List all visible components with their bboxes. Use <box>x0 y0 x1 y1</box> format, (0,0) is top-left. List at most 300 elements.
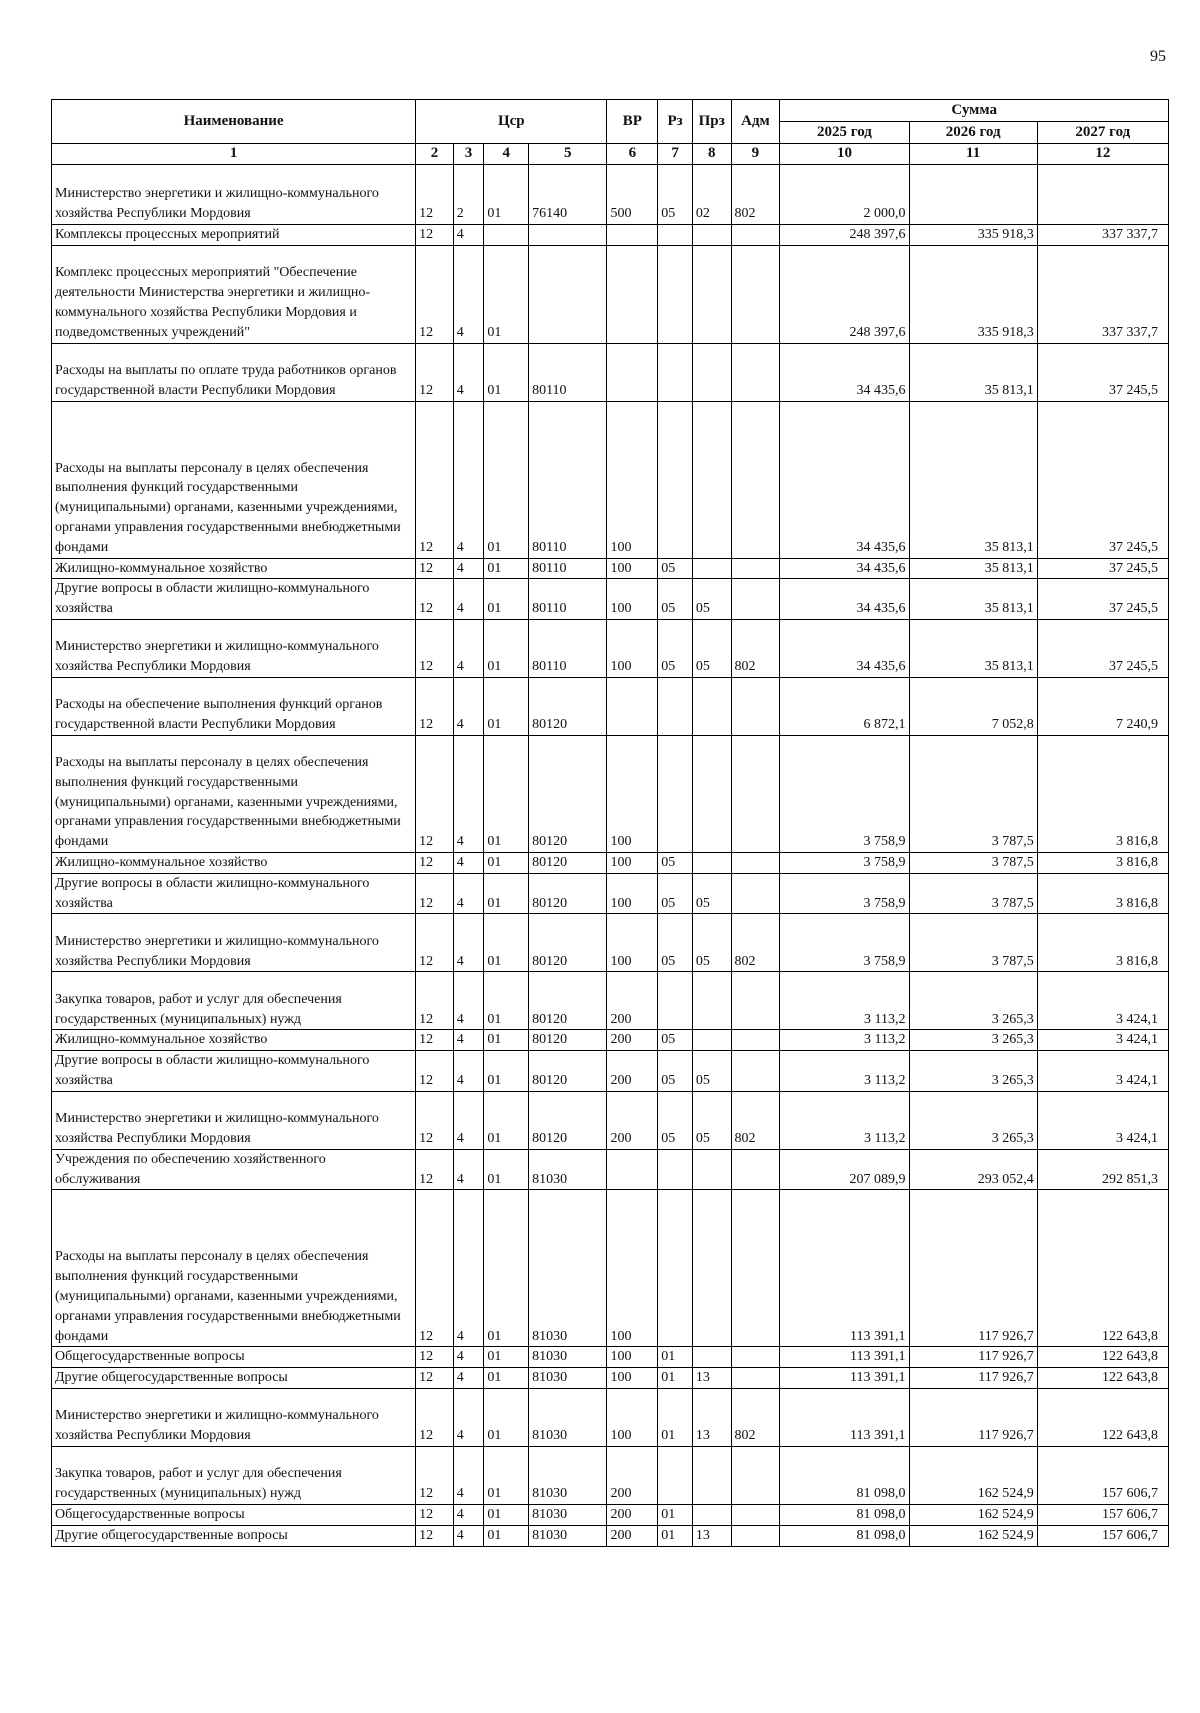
rz-code <box>658 1149 693 1190</box>
prz-code <box>692 1347 731 1368</box>
amount-2025: 3 758,9 <box>780 852 909 873</box>
table-row <box>52 343 1169 401</box>
amount-2025: 113 391,1 <box>780 1388 909 1446</box>
csr-complex: 01 <box>484 343 529 401</box>
adm-code <box>731 579 780 620</box>
csr-program: 12 <box>416 619 454 677</box>
csr-program: 12 <box>416 1030 454 1051</box>
amount-2027: 37 245,5 <box>1037 579 1168 620</box>
csr-program: 12 <box>416 164 454 224</box>
csr-complex: 01 <box>484 873 529 914</box>
csr-program: 12 <box>416 1149 454 1190</box>
table-row <box>52 164 1169 224</box>
rz-code: 01 <box>658 1525 693 1546</box>
amount-2027: 3 424,1 <box>1037 972 1168 1030</box>
prz-code: 02 <box>692 164 731 224</box>
csr-type: 4 <box>453 224 484 245</box>
header-rz: Рз <box>658 100 693 144</box>
csr-program: 12 <box>416 873 454 914</box>
csr-complex: 01 <box>484 1190 529 1347</box>
amount-2025: 34 435,6 <box>780 619 909 677</box>
rz-code: 05 <box>658 852 693 873</box>
column-number: 3 <box>453 144 484 165</box>
vr-code: 200 <box>607 1446 658 1504</box>
adm-code <box>731 1149 780 1190</box>
adm-code <box>731 1446 780 1504</box>
csr-type: 4 <box>453 1190 484 1347</box>
row-name: Другие вопросы в области жилищно-коммунального хозяйства <box>52 873 416 914</box>
csr-type: 4 <box>453 343 484 401</box>
prz-code <box>692 1149 731 1190</box>
csr-type: 4 <box>453 619 484 677</box>
header-adm: Адм <box>731 100 780 144</box>
amount-2026: 35 813,1 <box>909 401 1037 558</box>
vr-code: 200 <box>607 1030 658 1051</box>
csr-complex: 01 <box>484 1525 529 1546</box>
vr-code: 200 <box>607 1091 658 1149</box>
csr-type: 4 <box>453 1030 484 1051</box>
prz-code: 05 <box>692 619 731 677</box>
header-year-2026: 2026 год <box>909 122 1037 144</box>
rz-code <box>658 735 693 852</box>
csr-program: 12 <box>416 1504 454 1525</box>
csr-complex: 01 <box>484 1149 529 1190</box>
adm-code <box>731 1525 780 1546</box>
table-row <box>52 735 1169 852</box>
adm-code <box>731 401 780 558</box>
amount-2027: 122 643,8 <box>1037 1190 1168 1347</box>
csr-program: 12 <box>416 852 454 873</box>
csr-direction: 80120 <box>529 873 607 914</box>
prz-code: 05 <box>692 873 731 914</box>
csr-direction: 80120 <box>529 1091 607 1149</box>
csr-complex: 01 <box>484 677 529 735</box>
csr-type: 4 <box>453 873 484 914</box>
prz-code: 13 <box>692 1368 731 1389</box>
csr-complex: 01 <box>484 852 529 873</box>
adm-code <box>731 852 780 873</box>
prz-code <box>692 558 731 579</box>
table-header <box>52 100 1169 165</box>
amount-2025: 34 435,6 <box>780 401 909 558</box>
csr-type: 4 <box>453 1446 484 1504</box>
csr-direction: 81030 <box>529 1504 607 1525</box>
rz-code <box>658 245 693 343</box>
rz-code <box>658 677 693 735</box>
amount-2025: 81 098,0 <box>780 1525 909 1546</box>
vr-code: 100 <box>607 1347 658 1368</box>
amount-2025: 34 435,6 <box>780 558 909 579</box>
prz-code: 05 <box>692 914 731 972</box>
row-name: Другие вопросы в области жилищно-коммунального хозяйства <box>52 579 416 620</box>
row-name: Расходы на обеспечение выполнения функций органов государственной власти Республики Мордовия <box>52 677 416 735</box>
vr-code: 200 <box>607 1051 658 1092</box>
csr-type: 4 <box>453 1504 484 1525</box>
row-name: Министерство энергетики и жилищно-коммунального хозяйства Республики Мордовия <box>52 914 416 972</box>
rz-code <box>658 1446 693 1504</box>
csr-direction: 80110 <box>529 619 607 677</box>
table-row <box>52 852 1169 873</box>
amount-2026: 3 265,3 <box>909 1030 1037 1051</box>
rz-code: 05 <box>658 1030 693 1051</box>
amount-2027: 157 606,7 <box>1037 1525 1168 1546</box>
rz-code <box>658 401 693 558</box>
table-row <box>52 972 1169 1030</box>
row-name: Закупка товаров, работ и услуг для обеспечения государственных (муниципальных) нужд <box>52 1446 416 1504</box>
prz-code: 13 <box>692 1388 731 1446</box>
header-year-2025: 2025 год <box>780 122 909 144</box>
amount-2026: 162 524,9 <box>909 1525 1037 1546</box>
csr-direction: 76140 <box>529 164 607 224</box>
amount-2026: 3 787,5 <box>909 914 1037 972</box>
column-number: 10 <box>780 144 909 165</box>
row-name: Жилищно-коммунальное хозяйство <box>52 558 416 579</box>
prz-code <box>692 401 731 558</box>
amount-2025: 3 758,9 <box>780 735 909 852</box>
prz-code: 05 <box>692 1091 731 1149</box>
row-name: Министерство энергетики и жилищно-коммунального хозяйства Республики Мордовия <box>52 1091 416 1149</box>
vr-code: 100 <box>607 1190 658 1347</box>
amount-2025: 81 098,0 <box>780 1446 909 1504</box>
header-year-2027: 2027 год <box>1037 122 1168 144</box>
adm-code: 802 <box>731 1091 780 1149</box>
amount-2025: 3 113,2 <box>780 972 909 1030</box>
csr-complex: 01 <box>484 164 529 224</box>
csr-complex: 01 <box>484 1368 529 1389</box>
amount-2027: 337 337,7 <box>1037 245 1168 343</box>
table-row <box>52 677 1169 735</box>
row-name: Министерство энергетики и жилищно-коммунального хозяйства Республики Мордовия <box>52 1388 416 1446</box>
prz-code <box>692 224 731 245</box>
prz-code <box>692 343 731 401</box>
amount-2026: 293 052,4 <box>909 1149 1037 1190</box>
amount-2027: 122 643,8 <box>1037 1388 1168 1446</box>
csr-complex: 01 <box>484 401 529 558</box>
csr-program: 12 <box>416 1525 454 1546</box>
csr-complex: 01 <box>484 1388 529 1446</box>
table-row <box>52 1149 1169 1190</box>
csr-program: 12 <box>416 401 454 558</box>
vr-code: 100 <box>607 619 658 677</box>
rz-code: 01 <box>658 1347 693 1368</box>
csr-complex: 01 <box>484 1051 529 1092</box>
amount-2027: 3 816,8 <box>1037 852 1168 873</box>
csr-program: 12 <box>416 914 454 972</box>
adm-code: 802 <box>731 619 780 677</box>
column-number: 4 <box>484 144 529 165</box>
prz-code: 13 <box>692 1525 731 1546</box>
table-row <box>52 1051 1169 1092</box>
rz-code: 01 <box>658 1504 693 1525</box>
row-name: Учреждения по обеспечению хозяйственного обслуживания <box>52 1149 416 1190</box>
csr-direction: 80120 <box>529 735 607 852</box>
adm-code <box>731 1504 780 1525</box>
prz-code <box>692 1446 731 1504</box>
csr-direction: 80110 <box>529 343 607 401</box>
table-row <box>52 1446 1169 1504</box>
amount-2026: 35 813,1 <box>909 619 1037 677</box>
csr-complex: 01 <box>484 245 529 343</box>
table-row <box>52 1368 1169 1389</box>
rz-code: 05 <box>658 579 693 620</box>
header-vr: ВР <box>607 100 658 144</box>
csr-program: 12 <box>416 1368 454 1389</box>
vr-code: 100 <box>607 914 658 972</box>
csr-complex: 01 <box>484 735 529 852</box>
amount-2025: 3 758,9 <box>780 914 909 972</box>
amount-2027: 122 643,8 <box>1037 1347 1168 1368</box>
adm-code <box>731 1030 780 1051</box>
vr-code <box>607 245 658 343</box>
csr-type: 4 <box>453 1051 484 1092</box>
csr-program: 12 <box>416 735 454 852</box>
rz-code: 05 <box>658 619 693 677</box>
vr-code <box>607 343 658 401</box>
vr-code: 100 <box>607 852 658 873</box>
csr-direction: 80110 <box>529 579 607 620</box>
vr-code: 100 <box>607 873 658 914</box>
amount-2026: 162 524,9 <box>909 1446 1037 1504</box>
csr-program: 12 <box>416 1051 454 1092</box>
amount-2025: 248 397,6 <box>780 245 909 343</box>
prz-code <box>692 1030 731 1051</box>
adm-code <box>731 245 780 343</box>
vr-code: 100 <box>607 401 658 558</box>
amount-2026: 35 813,1 <box>909 558 1037 579</box>
csr-complex: 01 <box>484 1446 529 1504</box>
amount-2026: 3 265,3 <box>909 1051 1037 1092</box>
csr-type: 4 <box>453 245 484 343</box>
csr-program: 12 <box>416 343 454 401</box>
csr-direction: 81030 <box>529 1347 607 1368</box>
csr-direction: 80110 <box>529 558 607 579</box>
csr-complex <box>484 224 529 245</box>
rz-code <box>658 343 693 401</box>
table-row <box>52 245 1169 343</box>
amount-2027: 3 816,8 <box>1037 735 1168 852</box>
csr-direction: 81030 <box>529 1446 607 1504</box>
csr-direction: 80120 <box>529 677 607 735</box>
amount-2026: 7 052,8 <box>909 677 1037 735</box>
vr-code: 200 <box>607 972 658 1030</box>
amount-2027 <box>1037 164 1168 224</box>
amount-2026: 117 926,7 <box>909 1368 1037 1389</box>
column-number: 6 <box>607 144 658 165</box>
table-row <box>52 401 1169 558</box>
amount-2025: 6 872,1 <box>780 677 909 735</box>
prz-code: 05 <box>692 579 731 620</box>
adm-code: 802 <box>731 164 780 224</box>
csr-direction: 81030 <box>529 1368 607 1389</box>
amount-2027: 3 816,8 <box>1037 914 1168 972</box>
prz-code <box>692 1190 731 1347</box>
csr-direction: 80120 <box>529 972 607 1030</box>
csr-complex: 01 <box>484 619 529 677</box>
csr-complex: 01 <box>484 972 529 1030</box>
rz-code <box>658 1190 693 1347</box>
csr-program: 12 <box>416 1347 454 1368</box>
amount-2027: 3 424,1 <box>1037 1030 1168 1051</box>
table-row <box>52 873 1169 914</box>
row-name: Другие вопросы в области жилищно-коммунального хозяйства <box>52 1051 416 1092</box>
csr-type: 4 <box>453 735 484 852</box>
csr-type: 4 <box>453 677 484 735</box>
csr-complex: 01 <box>484 1347 529 1368</box>
prz-code <box>692 1504 731 1525</box>
amount-2025: 113 391,1 <box>780 1368 909 1389</box>
row-name: Закупка товаров, работ и услуг для обеспечения государственных (муниципальных) нужд <box>52 972 416 1030</box>
amount-2026: 3 787,5 <box>909 852 1037 873</box>
row-name: Общегосударственные вопросы <box>52 1504 416 1525</box>
rz-code: 05 <box>658 1091 693 1149</box>
rz-code: 01 <box>658 1368 693 1389</box>
csr-complex: 01 <box>484 1091 529 1149</box>
amount-2027: 292 851,3 <box>1037 1149 1168 1190</box>
csr-type: 4 <box>453 579 484 620</box>
amount-2026: 35 813,1 <box>909 343 1037 401</box>
amount-2026: 117 926,7 <box>909 1388 1037 1446</box>
row-name: Комплексы процессных мероприятий <box>52 224 416 245</box>
amount-2025: 3 113,2 <box>780 1051 909 1092</box>
column-number: 9 <box>731 144 780 165</box>
vr-code: 200 <box>607 1525 658 1546</box>
csr-complex: 01 <box>484 579 529 620</box>
header-prz: Прз <box>692 100 731 144</box>
csr-type: 4 <box>453 1347 484 1368</box>
csr-direction <box>529 245 607 343</box>
vr-code <box>607 224 658 245</box>
header-csr: Цср <box>416 100 607 144</box>
column-number: 12 <box>1037 144 1168 165</box>
adm-code <box>731 1190 780 1347</box>
page-number: 95 <box>1150 48 1166 65</box>
rz-code <box>658 972 693 1030</box>
vr-code: 100 <box>607 579 658 620</box>
table-row <box>52 1347 1169 1368</box>
row-name: Комплекс процессных мероприятий "Обеспечение деятельности Министерства энергетики и жилищно-коммунального хозяйства Республики Мордовия и подведомственных учреждений" <box>52 245 416 343</box>
csr-type: 2 <box>453 164 484 224</box>
csr-type: 4 <box>453 1091 484 1149</box>
table-row <box>52 579 1169 620</box>
vr-code: 100 <box>607 735 658 852</box>
adm-code: 802 <box>731 914 780 972</box>
amount-2026: 3 265,3 <box>909 1091 1037 1149</box>
table-row <box>52 558 1169 579</box>
rz-code: 05 <box>658 558 693 579</box>
table-row <box>52 224 1169 245</box>
csr-program: 12 <box>416 1446 454 1504</box>
amount-2025: 113 391,1 <box>780 1347 909 1368</box>
csr-direction: 81030 <box>529 1388 607 1446</box>
csr-complex: 01 <box>484 1030 529 1051</box>
amount-2025: 248 397,6 <box>780 224 909 245</box>
table-row <box>52 1030 1169 1051</box>
adm-code <box>731 677 780 735</box>
csr-program: 12 <box>416 558 454 579</box>
csr-type: 4 <box>453 401 484 558</box>
csr-type: 4 <box>453 852 484 873</box>
amount-2025: 2 000,0 <box>780 164 909 224</box>
budget-table <box>51 99 1169 1547</box>
table-row <box>52 1504 1169 1525</box>
column-number-row <box>52 144 1169 165</box>
adm-code <box>731 224 780 245</box>
amount-2026: 117 926,7 <box>909 1190 1037 1347</box>
amount-2025: 34 435,6 <box>780 579 909 620</box>
amount-2027: 7 240,9 <box>1037 677 1168 735</box>
csr-program: 12 <box>416 677 454 735</box>
amount-2026: 3 265,3 <box>909 972 1037 1030</box>
row-name: Расходы на выплаты по оплате труда работников органов государственной власти Республики Мордовия <box>52 343 416 401</box>
vr-code <box>607 677 658 735</box>
column-number: 2 <box>416 144 454 165</box>
amount-2027: 157 606,7 <box>1037 1504 1168 1525</box>
amount-2026 <box>909 164 1037 224</box>
amount-2026: 162 524,9 <box>909 1504 1037 1525</box>
csr-complex: 01 <box>484 1504 529 1525</box>
prz-code <box>692 852 731 873</box>
csr-direction: 81030 <box>529 1525 607 1546</box>
row-name: Расходы на выплаты персоналу в целях обеспечения выполнения функций государственными (муниципальными) органами, казенными учреждениями, органами управления государственными внебюджетными фондами <box>52 735 416 852</box>
row-name: Расходы на выплаты персоналу в целях обеспечения выполнения функций государственными (муниципальными) органами, казенными учреждениями, органами управления государственными внебюджетными фондами <box>52 1190 416 1347</box>
csr-type: 4 <box>453 558 484 579</box>
adm-code <box>731 558 780 579</box>
csr-program: 12 <box>416 972 454 1030</box>
adm-code <box>731 972 780 1030</box>
csr-type: 4 <box>453 1149 484 1190</box>
vr-code <box>607 1149 658 1190</box>
csr-direction: 80120 <box>529 1030 607 1051</box>
amount-2025: 81 098,0 <box>780 1504 909 1525</box>
csr-program: 12 <box>416 1388 454 1446</box>
rz-code: 05 <box>658 914 693 972</box>
amount-2027: 37 245,5 <box>1037 558 1168 579</box>
prz-code <box>692 677 731 735</box>
amount-2026: 117 926,7 <box>909 1347 1037 1368</box>
column-number: 7 <box>658 144 693 165</box>
csr-direction: 81030 <box>529 1149 607 1190</box>
rz-code: 05 <box>658 873 693 914</box>
row-name: Министерство энергетики и жилищно-коммунального хозяйства Республики Мордовия <box>52 164 416 224</box>
adm-code: 802 <box>731 1388 780 1446</box>
vr-code: 100 <box>607 1388 658 1446</box>
amount-2026: 3 787,5 <box>909 735 1037 852</box>
csr-program: 12 <box>416 1190 454 1347</box>
csr-program: 12 <box>416 245 454 343</box>
amount-2027: 37 245,5 <box>1037 401 1168 558</box>
column-number: 5 <box>529 144 607 165</box>
csr-type: 4 <box>453 914 484 972</box>
rz-code <box>658 224 693 245</box>
amount-2027: 37 245,5 <box>1037 343 1168 401</box>
rz-code: 01 <box>658 1388 693 1446</box>
csr-program: 12 <box>416 1091 454 1149</box>
row-name: Министерство энергетики и жилищно-коммунального хозяйства Республики Мордовия <box>52 619 416 677</box>
amount-2026: 335 918,3 <box>909 224 1037 245</box>
csr-direction: 80120 <box>529 1051 607 1092</box>
amount-2025: 3 113,2 <box>780 1030 909 1051</box>
vr-code: 100 <box>607 558 658 579</box>
row-name: Расходы на выплаты персоналу в целях обеспечения выполнения функций государственными (муниципальными) органами, казенными учреждениями, органами управления государственными внебюджетными фондами <box>52 401 416 558</box>
header-name: Наименование <box>52 100 416 144</box>
vr-code: 200 <box>607 1504 658 1525</box>
amount-2027: 3 424,1 <box>1037 1051 1168 1092</box>
table-row <box>52 914 1169 972</box>
amount-2027: 3 424,1 <box>1037 1091 1168 1149</box>
csr-direction: 80120 <box>529 852 607 873</box>
csr-complex: 01 <box>484 914 529 972</box>
row-name: Другие общегосударственные вопросы <box>52 1368 416 1389</box>
